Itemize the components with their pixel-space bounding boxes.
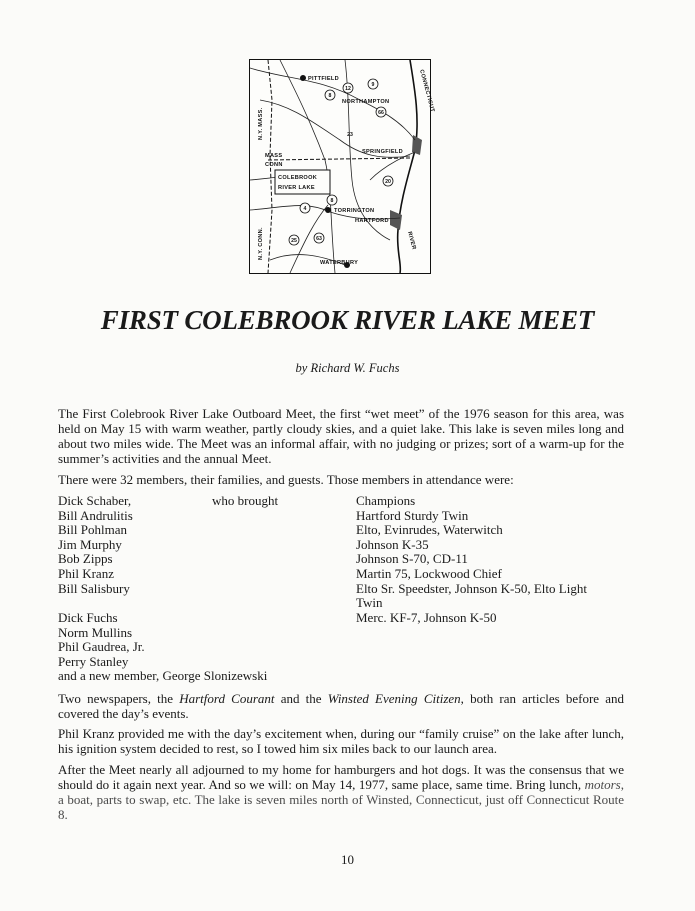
map-label-river: RIVER bbox=[406, 230, 417, 251]
paragraph-newspapers: Two newspapers, the Hartford Courant and the Winsted Evening Citizen, both ran articles before and covered the day’s events. bbox=[58, 691, 625, 721]
map-label-ny-mass: N.Y. MASS. bbox=[258, 107, 264, 140]
map-label-conn: CONN bbox=[265, 162, 283, 168]
map-label-springfield: SPRINGFIELD bbox=[362, 149, 403, 155]
route-shield bbox=[289, 235, 299, 245]
svg-text:66: 66 bbox=[378, 110, 384, 116]
route-shield bbox=[327, 195, 337, 205]
who-brought-label: who brought bbox=[212, 493, 279, 508]
paragraph-excitement: Phil Kranz provided me with the day’s excitement when, during our “family cruise” on the lake after lunch, his ignition system decided to rest, so I towed him six miles back to our launch area. bbox=[58, 726, 624, 756]
member-name: Dick Schaber, bbox=[58, 493, 132, 508]
route-shield bbox=[376, 107, 386, 117]
route-shield bbox=[383, 176, 393, 186]
map-label-pittsfield: PITTFIELD bbox=[308, 76, 339, 82]
svg-text:63: 63 bbox=[316, 236, 322, 242]
route-shield bbox=[368, 79, 378, 89]
motor-item: Merc. KF-7, Johnson K-50 bbox=[356, 609, 497, 625]
svg-text:8: 8 bbox=[328, 93, 332, 99]
route-shield bbox=[314, 233, 324, 243]
svg-text:23: 23 bbox=[347, 132, 353, 138]
motor-list bbox=[356, 494, 624, 625]
member-name: Bill Pohlman bbox=[58, 522, 127, 538]
svg-text:8: 8 bbox=[330, 198, 334, 204]
paragraph-next-meet: After the Meet nearly all adjourned to my home for hamburgers and hot dogs. It was the consensus that we should do it again next year. And so we will: on May 14, 1977, same place, same time. Bring lunch, motors, a boat, parts to swap, etc. The lake is seven miles north of Winsted, Connecticut, just off Connecticut Route 8. bbox=[58, 762, 624, 822]
svg-text:20: 20 bbox=[385, 179, 391, 185]
motor-item: Elto Sr. Speedster, Johnson K-50, Elto Light bbox=[356, 580, 587, 596]
article-title: FIRST COLEBROOK RIVER LAKE MEET bbox=[100, 305, 595, 335]
svg-text:25: 25 bbox=[291, 238, 297, 244]
region-map bbox=[249, 59, 436, 274]
map-label-ny-conn: N.Y. CONN. bbox=[258, 227, 264, 260]
map-label-connecticut: CONNECTICUT bbox=[418, 68, 436, 114]
route-shield bbox=[300, 203, 310, 213]
member-name: Phil Gaudrea, Jr. bbox=[58, 639, 145, 655]
member-name: Phil Kranz bbox=[58, 565, 114, 581]
svg-text:12: 12 bbox=[345, 86, 351, 92]
map-label-waterbury: WATERBURY bbox=[320, 260, 359, 266]
motor-item: Elto, Evinrudes, Waterwitch bbox=[356, 522, 503, 538]
paragraph-attendance: There were 32 members, their families, and guests. Those members in attendance were: bbox=[58, 472, 514, 487]
motor-item: Champions bbox=[356, 493, 416, 508]
member-name: and a new member, George Slonizewski bbox=[58, 668, 268, 684]
member-name: Bob Zipps bbox=[58, 551, 113, 567]
member-name: Dick Fuchs bbox=[58, 610, 118, 625]
motor-item: Johnson K-35 bbox=[356, 536, 429, 552]
route-shield bbox=[325, 90, 335, 100]
motor-item: Martin 75, Lockwood Chief bbox=[356, 565, 502, 581]
route-shield bbox=[343, 83, 353, 93]
member-name: Perry Stanley bbox=[58, 653, 129, 669]
motor-item: Johnson S-70, CD-11 bbox=[356, 551, 468, 567]
map-label-river-lake: RIVER LAKE bbox=[278, 185, 315, 191]
page-number: 10 bbox=[341, 852, 354, 867]
svg-text:4: 4 bbox=[303, 206, 307, 212]
map-label-colebrook: COLEBROOK bbox=[278, 175, 318, 181]
motor-item: Twin bbox=[356, 595, 383, 611]
map-label-torrington: TORRINGTON bbox=[334, 208, 375, 214]
member-names-more bbox=[58, 611, 378, 684]
byline: by Richard W. Fuchs bbox=[295, 361, 400, 375]
map-drawing bbox=[250, 60, 436, 273]
map-label-hartford: HARTFORD bbox=[355, 218, 389, 224]
svg-text:9: 9 bbox=[371, 82, 375, 88]
newspaper-title: Hartford Courant bbox=[179, 691, 275, 706]
member-name: Bill Salisbury bbox=[58, 580, 130, 596]
member-name: Jim Murphy bbox=[58, 536, 122, 552]
route-shield bbox=[347, 132, 353, 138]
newspaper-title: Winsted Evening Citizen bbox=[327, 691, 461, 706]
motor-item: Hartford Sturdy Twin bbox=[356, 507, 469, 523]
map-label-mass: MASS bbox=[265, 153, 283, 159]
member-name: Norm Mullins bbox=[58, 624, 133, 640]
member-name: Bill Andrulitis bbox=[58, 507, 133, 523]
map-label-northampton: NORTHAMPTON bbox=[342, 99, 390, 105]
member-names bbox=[58, 494, 208, 596]
paragraph-intro: The First Colebrook River Lake Outboard Meet, the first “wet meet” of the 1976 season for this area, was held on May 15 with warm weather, partly cloudy skies, and a quiet lake. This lake is seven miles long and about two miles wide. The Meet was an informal affair, with no judging or prizes; sort of a warm-up for the summer’s activities and the annual Meet. bbox=[58, 406, 624, 466]
